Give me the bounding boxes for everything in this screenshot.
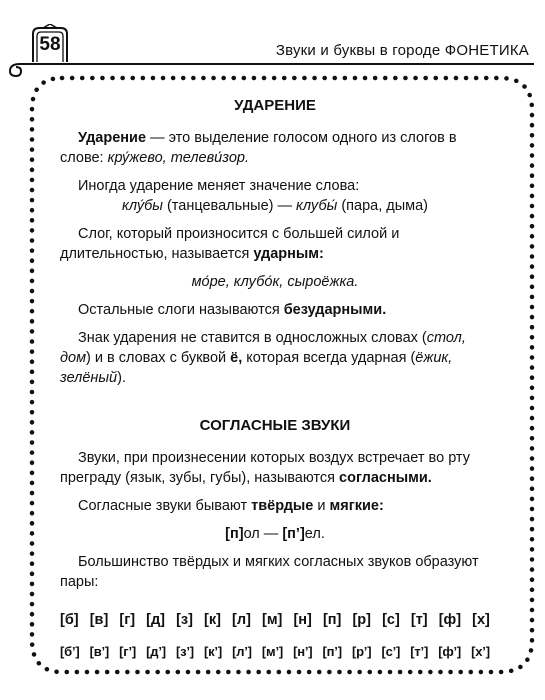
- example-soft-sound: [п’]: [282, 526, 305, 542]
- stress-mark-rule: [60, 328, 490, 388]
- meaning-example-1-note: (танцевальные) —: [162, 198, 297, 214]
- pairs-intro: Большинство твёрдых и мягких согласных звуков образуют пары:: [60, 554, 479, 590]
- meaning-example-1: клу́бы: [121, 198, 163, 214]
- hard-soft-example: [60, 524, 490, 544]
- soft-consonant: [м’]: [261, 644, 283, 659]
- kinds-soft: мягкие:: [329, 498, 384, 514]
- consonants-definition: [60, 448, 490, 488]
- stress-examples: кру́жево, телеви́зор.: [107, 150, 249, 166]
- page-number: 58: [39, 34, 61, 55]
- stress-term: Ударение: [78, 130, 147, 146]
- soft-consonant: [х’]: [471, 644, 490, 659]
- soft-consonant: [д’]: [146, 644, 166, 659]
- hard-consonant: [м]: [262, 612, 283, 628]
- hard-consonant: [б]: [60, 612, 79, 628]
- mark-text-4: ).: [117, 370, 126, 386]
- soft-consonant: [т’]: [410, 644, 429, 659]
- soft-consonant: [п’]: [322, 644, 342, 659]
- stress-definition-text: — это выделение голосом одного из слогов в слове:: [60, 130, 457, 166]
- kinds-text: Согласные звуки бывают: [78, 498, 252, 514]
- example-hard-sound: [п]: [225, 526, 244, 542]
- soft-consonant: [н’]: [293, 644, 313, 659]
- section-title-consonants: СОГЛАСНЫЕ ЗВУКИ: [199, 417, 351, 434]
- consonants-definition-text: Звуки, при произнесении которых воздух встречает во рту преграду (язык, зубы, губы), называются: [60, 450, 470, 486]
- soft-consonant: [с’]: [381, 644, 401, 659]
- section-title-stress: УДАРЕНИЕ: [234, 97, 316, 114]
- hard-consonant: [х]: [472, 612, 490, 628]
- meaning-examples: [60, 196, 490, 216]
- hard-consonant: [ф]: [438, 612, 462, 628]
- soft-consonant: [з’]: [175, 644, 194, 659]
- stressed-examples: мо́ре, клубо́к, сыроёжка.: [191, 274, 359, 290]
- hard-consonant: [в]: [89, 612, 109, 628]
- content-area: [60, 96, 490, 662]
- soft-consonant: [л’]: [232, 644, 252, 659]
- kinds-and: и: [313, 498, 330, 514]
- soft-consonant: [г’]: [119, 644, 137, 659]
- kinds-hard: твёрдые: [251, 498, 314, 514]
- meaning-example-2: клубы́: [296, 198, 338, 214]
- soft-consonant: [р’]: [351, 644, 372, 659]
- stressed-syllable-text: Слог, который произносится с большей силой и длительностью, называется: [60, 226, 400, 262]
- meaning-change: Иногда ударение меняет значение слова:: [78, 178, 360, 194]
- hard-consonant: [к]: [204, 612, 221, 628]
- mark-text-2: ) и в словах с буквой: [86, 350, 231, 366]
- mark-text-3: которая всегда ударная (: [242, 350, 416, 366]
- hard-consonant: [л]: [232, 612, 251, 628]
- hard-consonant: [н]: [293, 612, 312, 628]
- soft-consonant: [к’]: [204, 644, 222, 659]
- hard-consonant: [с]: [382, 612, 400, 628]
- soft-consonant: [в’]: [89, 644, 110, 659]
- consonants-term: согласными.: [339, 470, 432, 486]
- stressed-syllable: [60, 224, 490, 264]
- soft-consonant: [б’]: [60, 644, 80, 659]
- mark-example-2: ёжик, зелёный: [60, 350, 453, 386]
- soft-consonants-row: [60, 642, 490, 662]
- stressed-term: ударным:: [253, 246, 324, 262]
- hard-consonant: [р]: [352, 612, 371, 628]
- example-soft-rest: ел.: [304, 526, 325, 542]
- hard-consonant: [д]: [146, 612, 166, 628]
- mark-example-1: стол, дом: [60, 330, 466, 366]
- hard-consonant: [п]: [322, 612, 342, 628]
- consonant-kinds: [60, 496, 490, 516]
- hard-consonants-row: [60, 610, 490, 630]
- example-hard-rest: ол —: [243, 526, 283, 542]
- unstressed-term: безударными.: [283, 302, 387, 318]
- unstressed-text: Остальные слоги называются: [78, 302, 284, 318]
- mark-text-1: Знак ударения не ставится в односложных словах (: [78, 330, 427, 346]
- unstressed-syllables: [60, 300, 490, 320]
- running-title: Звуки и буквы в городе ФОНЕТИКА: [275, 42, 529, 59]
- hard-consonant: [г]: [119, 612, 136, 628]
- mark-letter: ё,: [230, 350, 243, 366]
- soft-consonant: [ф’]: [438, 644, 462, 659]
- meaning-example-2-note: (пара, дыма): [337, 198, 429, 214]
- stress-definition: [60, 128, 490, 168]
- hard-consonant: [т]: [410, 612, 428, 628]
- hard-consonant: [з]: [176, 612, 193, 628]
